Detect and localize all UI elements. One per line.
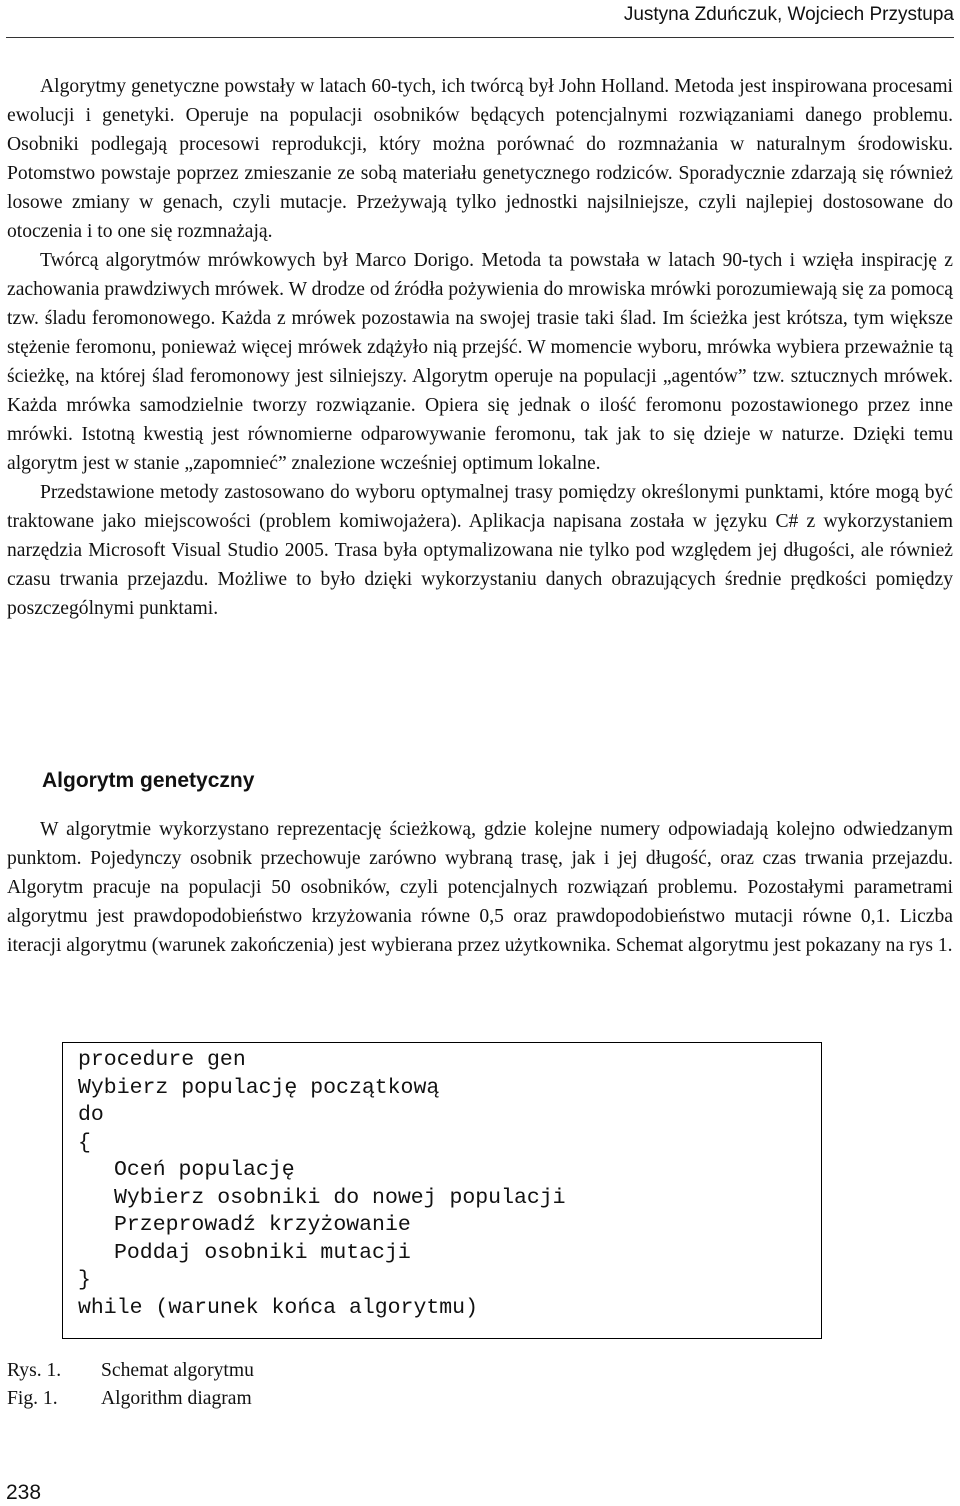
code-line: Przeprowadź krzyżowanie bbox=[114, 1213, 411, 1237]
code-line: Oceń populację bbox=[114, 1158, 295, 1182]
running-header: Justyna Zduńczuk, Wojciech Przystupa bbox=[623, 4, 954, 25]
paragraph-application: Przedstawione metody zastosowano do wyboru optymalnej trasy pomiędzy określonymi punktami, które mogą być traktowane jako miejscowości (problem komiwojażera). Aplikacja napisana została w języku C# z wykorzystaniem narzędzia Microsoft Visual Studio 2005. Trasa była optymalizowana nie tylko pod względem jej długości, ale również czasu trwania przejazdu. Możliwe to było dzięki wykorzystaniu danych obrazujących średnie prędkości pomiędzy poszczególnymi punktami. bbox=[7, 482, 953, 619]
code-line: do bbox=[78, 1103, 104, 1127]
paragraph-representation: W algorytmie wykorzystano reprezentację ścieżkową, gdzie kolejne numery odpowiadają kolejno odwiedzanym punktom. Pojedynczy osobnik przechowuje zarówno wybraną trasę, jak i jej długość, oraz czas trwania przejazdu. Algorytm pracuje na populacji 50 osobników, czyli potencjalnych rozwiązań problemu. Pozostałymi parametrami algorytmu jest prawdopodobieństwo krzyżowania równe 0,5 oraz prawdopodobieństwo mutacji równe 0,1. Liczba iteracji algorytmu (warunek zakończenia) jest wybierana przez użytkownika. Schemat algorytmu jest pokazany na rys 1. bbox=[7, 819, 953, 956]
caption-text: Algorithm diagram bbox=[101, 1388, 252, 1409]
caption-english bbox=[7, 1385, 254, 1413]
algorithm-pseudocode-box bbox=[62, 1042, 822, 1339]
caption-label: Rys. 1. bbox=[7, 1360, 62, 1381]
section-heading: Algorytm genetyczny bbox=[42, 769, 255, 792]
caption-text: Schemat algorytmu bbox=[101, 1360, 254, 1381]
code-line: { bbox=[78, 1130, 91, 1155]
pseudocode-lines bbox=[63, 1043, 821, 1322]
code-line: Poddaj osobniki mutacji bbox=[114, 1240, 411, 1265]
caption-label: Fig. 1. bbox=[7, 1388, 58, 1409]
code-line: while (warunek końca algorytmu) bbox=[78, 1295, 478, 1320]
code-line: Wybierz populację początkową bbox=[78, 1075, 440, 1100]
code-line: } bbox=[78, 1268, 91, 1292]
intro-text bbox=[7, 72, 953, 623]
code-line: Wybierz osobniki do nowej populacji bbox=[114, 1185, 566, 1210]
code-line: procedure gen bbox=[78, 1048, 246, 1072]
page-number: 238 bbox=[6, 1481, 42, 1504]
figure-caption bbox=[7, 1357, 254, 1413]
header-rule bbox=[6, 37, 954, 38]
caption-polish bbox=[7, 1357, 254, 1385]
paragraph-genetic-algorithms: Algorytmy genetyczne powstały w latach 60-tych, ich twórcą był John Holland. Metoda jest inspirowana procesami ewolucji i genetyki. Operuje na populacji osobników będących potencjalnymi rozwiązaniami danego problemu. Osobniki podlegają procesowi reprodukcji, który można porównać do rozmnażania w naturalnym środowisku. Potomstwo powstaje poprzez zmieszanie ze sobą materiału genetycznego rodziców. Sporadycznie zdarzają się również losowe zmiany w genach, czyli mutacje. Przeżywają tylko jednostki najsilniejsze, czyli najlepiej dostosowane do otoczenia i to one się rozmnażają. bbox=[7, 76, 953, 242]
section-text bbox=[7, 815, 953, 960]
paragraph-ant-algorithms: Twórcą algorytmów mrówkowych był Marco Dorigo. Metoda ta powstała w latach 90-tych i wzięła inspirację z zachowania prawdziwych mrówek. W drodze od źródła pożywienia do mrowiska mrówki porozumiewają się za pomocą tzw. śladu feromonowego. Każda z mrówek pozostawia na swojej trasie taki ślad. Im ścieżka jest krótsza, tym większe stężenie feromonu, ponieważ więcej mrówek zdążyło nią przejść. W momencie wyboru, mrówka wybiera przeważnie tą ścieżkę, na której ślad feromonowy jest silniejszy. Algorytm operuje na populacji „agentów” tzw. sztucznych mrówek. Każda mrówka samodzielnie tworzy rozwiązanie. Opiera się jednak o ilość feromonu pozostawionego przez inne mrówki. Istotną kwestią jest równomierne odparowywanie feromonu, tak jak to się dzieje w naturze. Dzięki temu algorytm jest w stanie „zapomnieć” znalezione wcześniej optimum lokalne. bbox=[7, 250, 953, 474]
